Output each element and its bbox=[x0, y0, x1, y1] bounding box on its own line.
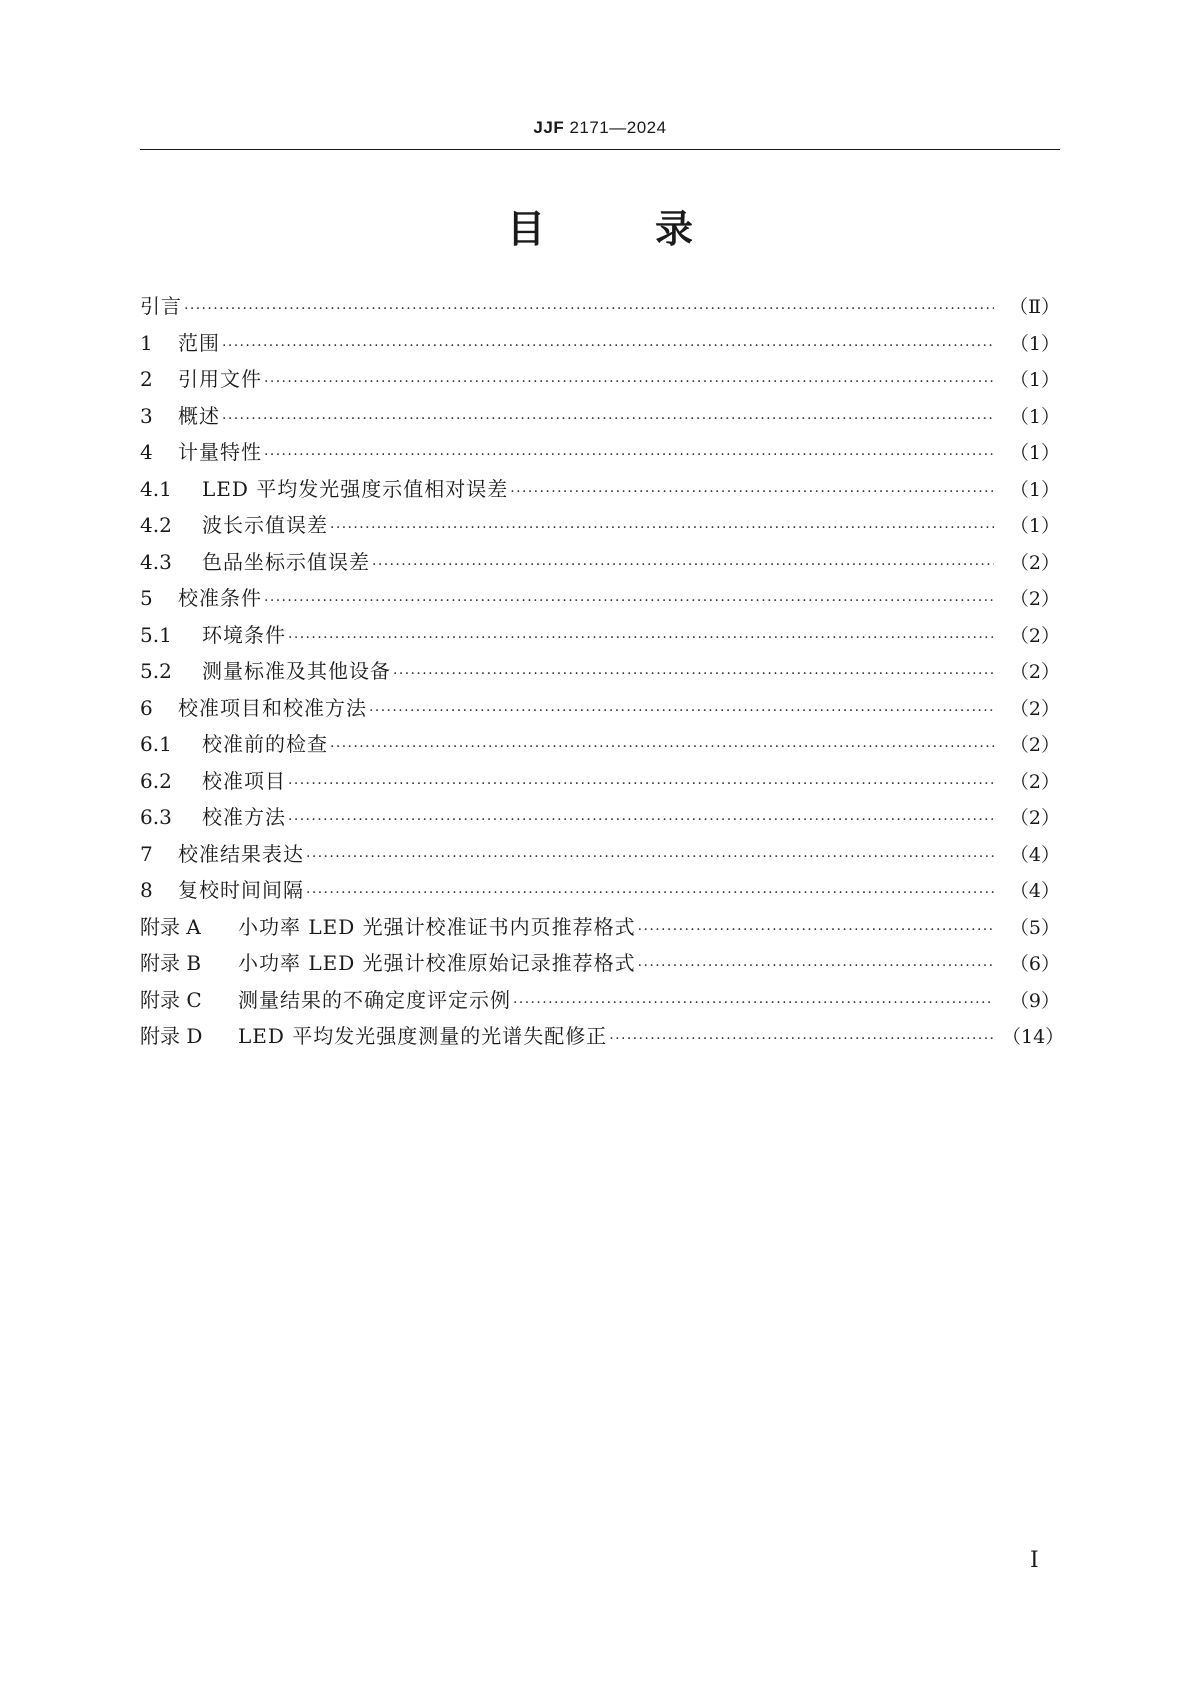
toc-dot-leader bbox=[638, 912, 994, 949]
toc-entry-label: 校准方法 bbox=[202, 805, 286, 829]
toc-dot-leader bbox=[222, 401, 994, 438]
toc-entry-page: （2） bbox=[1009, 770, 1060, 793]
toc-entry-number: 6.2 bbox=[140, 768, 172, 793]
toc-entry-number: 4 bbox=[140, 440, 153, 464]
toc-dot-leader bbox=[330, 510, 994, 547]
toc-entry-number: 5.1 bbox=[140, 622, 172, 647]
toc-entry[interactable] bbox=[140, 325, 1060, 362]
toc-entry-label: 校准前的检查 bbox=[202, 732, 328, 756]
toc-dot-leader bbox=[372, 547, 994, 584]
toc-dot-leader bbox=[222, 328, 994, 365]
standard-number: 2171—2024 bbox=[569, 118, 667, 137]
toc-entry[interactable] bbox=[140, 398, 1060, 435]
toc-entry[interactable] bbox=[140, 617, 1060, 654]
toc-entry-page: （6） bbox=[1009, 953, 1060, 975]
toc-entry-label: 波长示值误差 bbox=[202, 513, 328, 537]
toc-entry-page: （1） bbox=[1009, 442, 1060, 464]
title-char-2: 录 bbox=[655, 207, 694, 251]
toc-entry[interactable] bbox=[140, 471, 1060, 508]
toc-entry[interactable] bbox=[140, 726, 1060, 763]
toc-entry-label: 校准项目 bbox=[202, 768, 286, 793]
toc-entry[interactable] bbox=[140, 288, 1060, 325]
toc-entry[interactable] bbox=[140, 544, 1060, 581]
toc-entry-number: 附录 A bbox=[140, 914, 201, 939]
toc-entry-number: 2 bbox=[140, 367, 153, 391]
toc-entry[interactable] bbox=[140, 763, 1060, 800]
toc-entry[interactable] bbox=[140, 580, 1060, 617]
toc-entry-number: 6.1 bbox=[140, 732, 172, 756]
toc-entry-page: （5） bbox=[1009, 916, 1060, 939]
toc-entry-number: 4.2 bbox=[140, 513, 172, 537]
toc-entry-label: 校准条件 bbox=[178, 586, 262, 610]
title-char-1: 目 bbox=[506, 207, 545, 251]
toc-entry-label: 复校时间间隔 bbox=[178, 878, 304, 902]
toc-entry[interactable] bbox=[140, 507, 1060, 544]
toc-entry-label: 校准项目和校准方法 bbox=[178, 695, 367, 720]
toc-entry[interactable] bbox=[140, 799, 1060, 836]
toc-entry-page: （Ⅱ） bbox=[1009, 296, 1060, 318]
toc-entry-number: 6.3 bbox=[140, 805, 172, 829]
toc-entry-page: （2） bbox=[1009, 624, 1060, 647]
toc-entry-number: 5.2 bbox=[140, 659, 172, 683]
toc-entry[interactable] bbox=[140, 653, 1060, 690]
toc-dot-leader bbox=[288, 766, 994, 803]
toc-entry-number: 附录 B bbox=[140, 951, 202, 975]
toc-entry[interactable] bbox=[140, 945, 1060, 982]
toc-entry-number: 1 bbox=[140, 330, 153, 355]
toc-entry-page: （2） bbox=[1009, 734, 1060, 756]
toc-entry[interactable] bbox=[140, 1018, 1065, 1055]
toc-entry-number: 5 bbox=[140, 586, 153, 610]
toc-entry-label: 环境条件 bbox=[202, 622, 286, 647]
toc-entry-label: 小功率 LED 光强计校准证书内页推荐格式 bbox=[238, 914, 636, 939]
toc-entry[interactable] bbox=[140, 836, 1060, 873]
toc-dot-leader bbox=[393, 656, 994, 693]
toc-dot-leader bbox=[288, 802, 994, 839]
toc-entry-number: 3 bbox=[140, 403, 153, 428]
toc-entry-label: 校准结果表达 bbox=[178, 841, 304, 866]
toc-entry-number: 4.1 bbox=[140, 476, 172, 501]
toc-entry-label: 引言 bbox=[140, 294, 182, 318]
toc-entry-number: 附录 C bbox=[140, 987, 202, 1012]
toc-entry-label: 测量标准及其他设备 bbox=[202, 659, 391, 683]
toc-entry[interactable] bbox=[140, 434, 1060, 471]
toc-dot-leader bbox=[184, 291, 994, 328]
toc-entry-number: 4.3 bbox=[140, 549, 172, 574]
toc-entry-page: （2） bbox=[1009, 807, 1060, 829]
toc-entry-page: （14） bbox=[1002, 1026, 1065, 1048]
toc-entry-page: （4） bbox=[1009, 880, 1060, 902]
table-of-contents bbox=[140, 288, 1065, 1055]
toc-entry-number: 6 bbox=[140, 695, 153, 720]
toc-entry-label: 计量特性 bbox=[178, 440, 262, 464]
toc-entry-number: 8 bbox=[140, 878, 153, 902]
toc-dot-leader bbox=[264, 364, 994, 401]
toc-entry[interactable] bbox=[140, 690, 1060, 727]
toc-entry-label: LED 平均发光强度测量的光谱失配修正 bbox=[238, 1024, 608, 1048]
toc-entry[interactable] bbox=[140, 872, 1060, 909]
toc-entry[interactable] bbox=[140, 982, 1060, 1019]
toc-dot-leader bbox=[510, 474, 994, 511]
toc-entry[interactable] bbox=[140, 909, 1060, 946]
page-title bbox=[140, 204, 1060, 254]
page-number: Ⅰ bbox=[1030, 1548, 1039, 1573]
toc-dot-leader bbox=[330, 729, 994, 766]
toc-dot-leader bbox=[369, 693, 994, 730]
toc-entry-page: （1） bbox=[1009, 405, 1060, 428]
toc-entry-page: （4） bbox=[1009, 843, 1060, 866]
toc-entry-page: （2） bbox=[1009, 551, 1060, 574]
running-header bbox=[140, 118, 1060, 138]
toc-entry-number: 附录 D bbox=[140, 1024, 203, 1048]
toc-dot-leader bbox=[306, 875, 994, 912]
toc-entry-page: （1） bbox=[1009, 515, 1060, 537]
toc-entry-page: （1） bbox=[1009, 478, 1060, 501]
toc-entry-label: 引用文件 bbox=[178, 367, 262, 391]
toc-entry-label: 概述 bbox=[178, 403, 220, 428]
toc-entry-page: （1） bbox=[1009, 369, 1060, 391]
toc-entry-page: （2） bbox=[1009, 661, 1060, 683]
standard-prefix: JJF bbox=[533, 118, 565, 137]
toc-dot-leader bbox=[306, 839, 994, 876]
toc-entry-label: 色品坐标示值误差 bbox=[202, 549, 370, 574]
toc-entry-page: （1） bbox=[1009, 332, 1060, 355]
toc-dot-leader bbox=[609, 1021, 994, 1058]
toc-entry-page: （2） bbox=[1009, 697, 1060, 720]
toc-dot-leader bbox=[288, 620, 994, 657]
toc-entry-label: LED 平均发光强度示值相对误差 bbox=[202, 476, 509, 501]
toc-dot-leader bbox=[638, 948, 994, 985]
toc-entry-page: （9） bbox=[1009, 989, 1060, 1012]
toc-dot-leader bbox=[264, 437, 994, 474]
toc-entry-page: （2） bbox=[1009, 588, 1060, 610]
toc-dot-leader bbox=[264, 583, 994, 620]
toc-entry-number: 7 bbox=[140, 841, 153, 866]
toc-dot-leader bbox=[513, 985, 994, 1022]
toc-entry-label: 范围 bbox=[178, 330, 220, 355]
toc-entry-label: 测量结果的不确定度评定示例 bbox=[238, 987, 511, 1012]
toc-entry-label: 小功率 LED 光强计校准原始记录推荐格式 bbox=[238, 951, 636, 975]
toc-entry[interactable] bbox=[140, 361, 1060, 398]
header-divider bbox=[140, 149, 1060, 150]
